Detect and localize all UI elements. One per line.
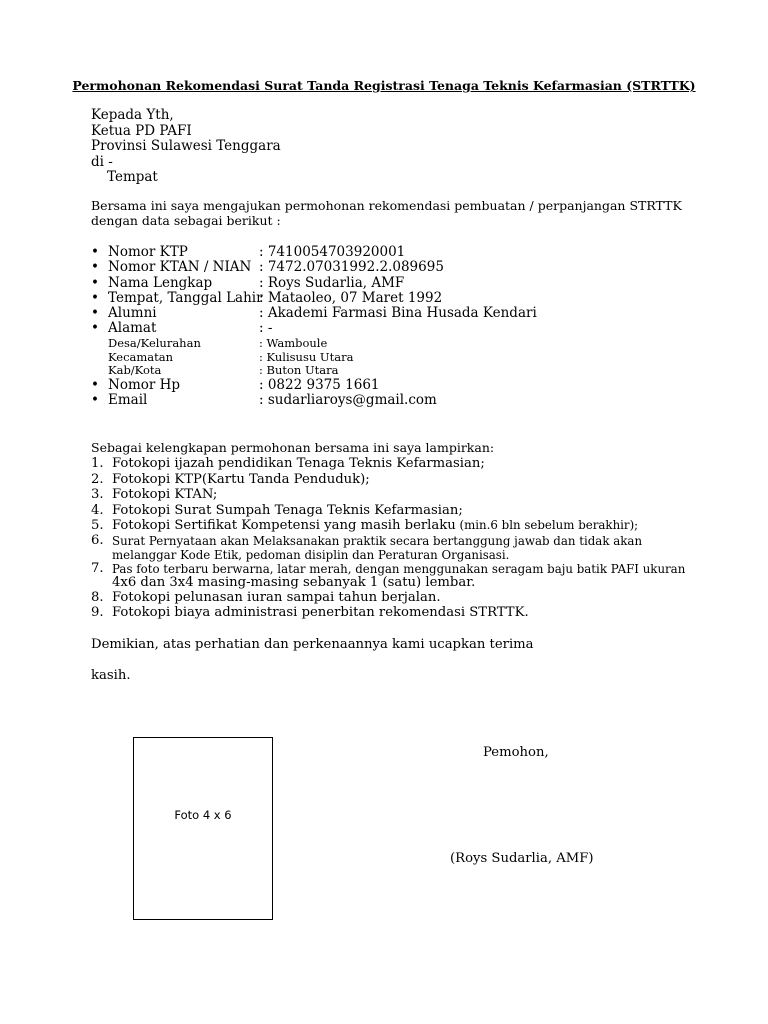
closing-line: kasih. [91,668,131,683]
data-row-address [91,320,651,335]
list-number: 3. [91,487,104,502]
data-row-email [91,392,651,407]
list-text-continued: 4x6 dan 3x4 masing-masing sebanyak 1 (satu) lembar. [112,574,476,590]
data-value: : 0822 9375 1661 [259,377,380,394]
list-text: Fotokopi pelunasan iuran sampai tahun berjalan. [112,589,441,605]
data-label: Alamat [108,320,157,337]
intro-line: dengan data sebagai berikut : [91,212,281,228]
list-item [91,472,691,488]
intro-line: Bersama ini saya mengajukan permohonan rekomendasi pembuatan / perpanjangan STRTTK [91,198,682,213]
data-row-birth [91,290,651,305]
intro-paragraph [91,199,691,228]
list-item [91,605,691,621]
data-row-name [91,275,651,290]
document-title: Permohonan Rekomendasi Surat Tanda Registrasi Tenaga Teknis Kefarmasian (STRTTK) [72,78,696,93]
recipient-address [91,108,281,186]
data-value: : 7410054703920001 [259,244,406,260]
data-label: Desa/Kelurahan [108,335,201,350]
bullet-icon: • [91,377,99,394]
list-text: Fotokopi KTAN; [112,487,218,502]
data-label: Nama Lengkap [108,274,213,291]
list-number: 4. [91,502,104,518]
bullet-icon: • [91,244,99,260]
data-value: : - [259,320,273,337]
data-row-district [91,350,651,364]
list-item [91,518,691,534]
data-label: Email [108,392,148,409]
list-text: Fotokopi ijazah pendidikan Tenaga Teknis Kefarmasian; [112,456,485,471]
photo-placeholder [133,737,273,920]
data-label: Nomor KTP [108,244,188,260]
list-item [91,590,691,606]
data-label: Alumni [108,305,157,322]
list-text-continued: melanggar Kode Etik, pedoman disiplin dan Peraturan Organisasi. [112,547,510,562]
attachments-intro: Sebagai kelengkapan permohonan bersama ini saya lampirkan: [91,440,495,455]
list-number: 5. [91,518,104,533]
address-line: Provinsi Sulawesi Tenggara [91,138,281,154]
data-value: : Akademi Farmasi Bina Husada Kendari [259,305,537,322]
address-line: Kepada Yth, [91,107,174,123]
list-text: Fotokopi KTP(Kartu Tanda Penduduk); [112,471,370,487]
data-value: : Wamboule [259,335,328,350]
address-line: di - [91,153,113,170]
data-label: Nomor Hp [108,377,181,394]
list-text: Fotokopi Surat Sumpah Tenaga Teknis Kefarmasian; [112,502,463,518]
data-row-regency [91,363,651,377]
data-label: Kab/Kota [108,363,162,378]
attachments-list [91,456,691,621]
list-item [91,456,691,472]
data-row-ktp [91,244,651,259]
signature-name: (Roys Sudarlia, AMF) [450,851,594,866]
bullet-icon: • [91,259,99,276]
list-number: 2. [91,471,104,487]
data-value: : 7472.07031992.2.089695 [259,259,444,276]
address-line: Tempat [107,169,158,185]
signature-label: Pemohon, [483,745,549,760]
data-label: Nomor KTAN / NIAN [108,259,252,276]
bullet-icon: • [91,305,99,322]
photo-label: Foto 4 x 6 [174,808,232,822]
data-value: : Mataoleo, 07 Maret 1992 [259,289,443,306]
bullet-icon: • [91,274,99,291]
bullet-icon: • [91,320,99,337]
list-number: 8. [91,589,104,605]
list-text: Fotokopi biaya administrasi penerbitan rekomendasi STRTTK. [112,605,529,620]
data-value: : Buton Utara [259,363,339,378]
list-item [91,487,691,503]
list-number: 9. [91,605,104,620]
list-note: (min.6 bln sebelum berakhir); [455,518,639,532]
list-text: Surat Pernyataan akan Melaksanakan praktik secara bertanggung jawab dan tidak akan [112,533,643,548]
list-item [91,503,691,519]
list-text: Pas foto terbaru berwarna, latar merah, dengan menggunakan seragam baju batik PAFI ukuran [112,561,686,576]
data-value: : Roys Sudarlia, AMF [259,274,405,291]
list-text: Fotokopi Sertifikat Kompetensi yang masih berlaku [112,518,456,533]
data-value: : Kulisusu Utara [259,349,354,364]
list-item [91,534,691,562]
list-text-wrap [112,518,691,533]
bullet-icon: • [91,289,99,306]
data-value: : sudarliaroys@gmail.com [259,392,437,409]
list-number: 1. [91,456,104,471]
closing-line: Demikian, atas perhatian dan perkenaannya kami ucapkan terima [91,637,534,652]
data-label: Tempat, Tanggal Lahir [108,289,263,306]
address-line: Ketua PD PAFI [91,122,192,139]
bullet-icon: • [91,392,99,409]
data-row-ktan [91,259,651,274]
list-number: 6. [91,532,104,548]
data-row-alumni [91,305,651,320]
applicant-data-list [91,244,651,408]
data-row-phone [91,377,651,392]
data-row-village [91,336,651,350]
list-number: 7. [91,560,104,576]
list-item [91,562,691,590]
data-label: Kecamatan [108,349,174,364]
